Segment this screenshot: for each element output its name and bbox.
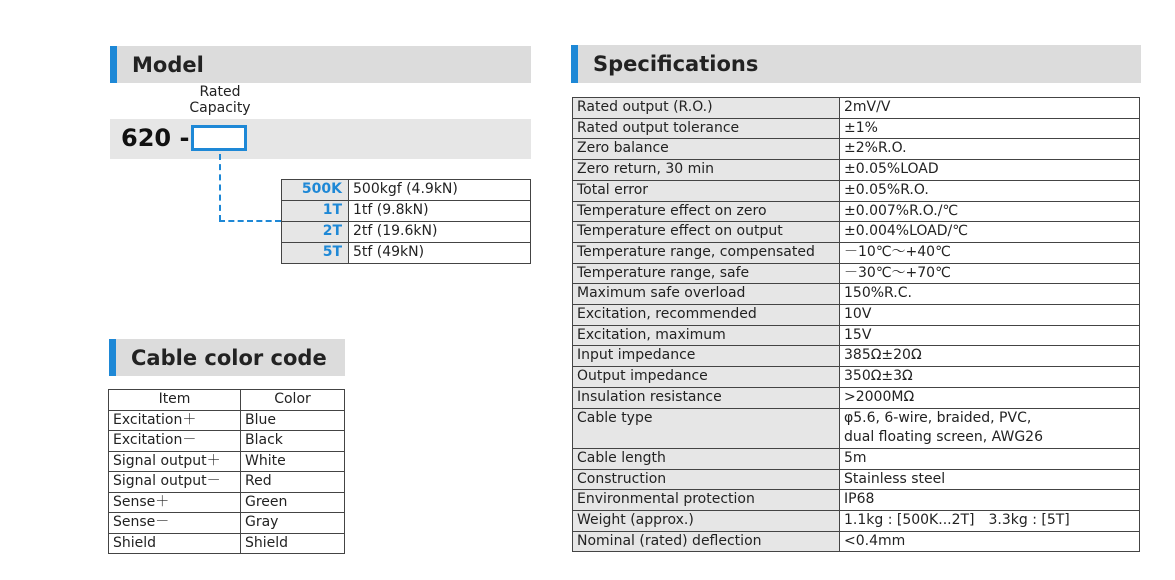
spec-row [573, 531, 1140, 552]
spec-value [840, 408, 1140, 448]
spec-label: Excitation, maximum [573, 325, 840, 346]
capacity-desc: 1tf (9.8kN) [349, 201, 531, 222]
spec-value: 150%R.C. [840, 284, 1140, 305]
cable-item: Signal output＋ [109, 451, 241, 472]
cable-color: Black [241, 431, 345, 452]
capacity-row [282, 201, 531, 222]
spec-label: Total error [573, 180, 840, 201]
cable-color: Green [241, 492, 345, 513]
spec-label: Rated output (R.O.) [573, 98, 840, 119]
spec-label: Nominal (rated) deflection [573, 531, 840, 552]
cable-item: Excitation－ [109, 431, 241, 452]
cable-color: Blue [241, 410, 345, 431]
spec-row [573, 469, 1140, 490]
spec-label: Excitation, recommended [573, 305, 840, 326]
spec-label: Zero balance [573, 139, 840, 160]
capacity-code: 1T [282, 201, 349, 222]
specifications-table [572, 97, 1140, 552]
capacity-desc: 5tf (49kN) [349, 243, 531, 264]
spec-value: ±2%R.O. [840, 139, 1140, 160]
specifications-title: Specifications [593, 52, 759, 76]
spec-value: －10℃～+40℃ [840, 242, 1140, 263]
spec-row [573, 367, 1140, 388]
spec-label: Cable length [573, 448, 840, 469]
spec-value: ±0.05%R.O. [840, 180, 1140, 201]
table-row [109, 431, 345, 452]
spec-label: Maximum safe overload [573, 284, 840, 305]
capacity-table [281, 179, 531, 264]
spec-label: Temperature effect on output [573, 222, 840, 243]
spec-value: ±1% [840, 118, 1140, 139]
table-row [109, 472, 345, 493]
spec-value: 15V [840, 325, 1140, 346]
column-header-item: Item [109, 390, 241, 411]
spec-label: Input impedance [573, 346, 840, 367]
cable-item: Shield [109, 533, 241, 554]
spec-value: －30℃～+70℃ [840, 263, 1140, 284]
cable-item: Sense＋ [109, 492, 241, 513]
capacity-row [282, 243, 531, 264]
spec-row [573, 242, 1140, 263]
specifications-section-header [571, 45, 1141, 83]
spec-value-line2: dual floating screen, AWG26 [844, 429, 1043, 446]
spec-row [573, 387, 1140, 408]
capacity-row [282, 222, 531, 243]
spec-label: Environmental protection [573, 490, 840, 511]
spec-value: ±0.007%R.O./℃ [840, 201, 1140, 222]
capacity-desc: 500kgf (4.9kN) [349, 180, 531, 201]
rated-capacity-line1: Rated [199, 84, 241, 100]
spec-row [573, 139, 1140, 160]
spec-row [573, 490, 1140, 511]
spec-value: 5m [840, 448, 1140, 469]
capacity-code: 500K [282, 180, 349, 201]
spec-value: 385Ω±20Ω [840, 346, 1140, 367]
cable-section-header [109, 339, 345, 376]
spec-value: 10V [840, 305, 1140, 326]
spec-row [573, 98, 1140, 119]
spec-row [573, 305, 1140, 326]
spec-row [573, 201, 1140, 222]
table-row [109, 410, 345, 431]
capacity-code-box [191, 125, 247, 151]
spec-value: 1.1kg : [500K...2T] 3.3kg : [5T] [840, 511, 1140, 532]
table-row [109, 533, 345, 554]
spec-label: Insulation resistance [573, 387, 840, 408]
cable-color: Shield [241, 533, 345, 554]
spec-row [573, 325, 1140, 346]
table-row [109, 451, 345, 472]
cable-color: White [241, 451, 345, 472]
spec-label: Zero return, 30 min [573, 160, 840, 181]
spec-label: Rated output tolerance [573, 118, 840, 139]
spec-row [573, 346, 1140, 367]
spec-row [573, 284, 1140, 305]
spec-label: Temperature range, compensated [573, 242, 840, 263]
spec-value: <0.4mm [840, 531, 1140, 552]
connector-line-vertical [219, 154, 221, 221]
rated-capacity-label [180, 84, 260, 116]
table-row [109, 492, 345, 513]
spec-label: Cable type [573, 408, 840, 448]
cable-color: Red [241, 472, 345, 493]
spec-value: 2mV/V [840, 98, 1140, 119]
table-row [109, 513, 345, 534]
capacity-desc: 2tf (19.6kN) [349, 222, 531, 243]
spec-row [573, 263, 1140, 284]
spec-value: >2000MΩ [840, 387, 1140, 408]
model-prefix: 620 - [121, 124, 190, 152]
model-section-header [110, 46, 531, 83]
spec-row [573, 448, 1140, 469]
spec-row [573, 160, 1140, 181]
rated-capacity-line2: Capacity [189, 100, 251, 116]
spec-value: ±0.05%LOAD [840, 160, 1140, 181]
spec-value: 350Ω±3Ω [840, 367, 1140, 388]
spec-value: Stainless steel [840, 469, 1140, 490]
capacity-code: 5T [282, 243, 349, 264]
column-header-color: Color [241, 390, 345, 411]
spec-label: Construction [573, 469, 840, 490]
spec-label: Output impedance [573, 367, 840, 388]
capacity-row [282, 180, 531, 201]
table-header-row [109, 390, 345, 411]
spec-value-line1: φ5.6, 6-wire, braided, PVC, [844, 409, 1032, 426]
spec-value: ±0.004%LOAD/℃ [840, 222, 1140, 243]
spec-row [573, 118, 1140, 139]
capacity-code: 2T [282, 222, 349, 243]
cable-color: Gray [241, 513, 345, 534]
connector-line-horizontal [219, 220, 281, 222]
spec-row [573, 180, 1140, 201]
cable-color-table [108, 389, 345, 554]
spec-row [573, 222, 1140, 243]
cable-item: Excitation＋ [109, 410, 241, 431]
spec-label: Temperature range, safe [573, 263, 840, 284]
spec-value: IP68 [840, 490, 1140, 511]
cable-title: Cable color code [131, 345, 327, 370]
cable-item: Sense－ [109, 513, 241, 534]
spec-label: Temperature effect on zero [573, 201, 840, 222]
spec-row [573, 511, 1140, 532]
spec-label: Weight (approx.) [573, 511, 840, 532]
spec-row [573, 408, 1140, 448]
cable-item: Signal output－ [109, 472, 241, 493]
model-title: Model [132, 52, 204, 77]
